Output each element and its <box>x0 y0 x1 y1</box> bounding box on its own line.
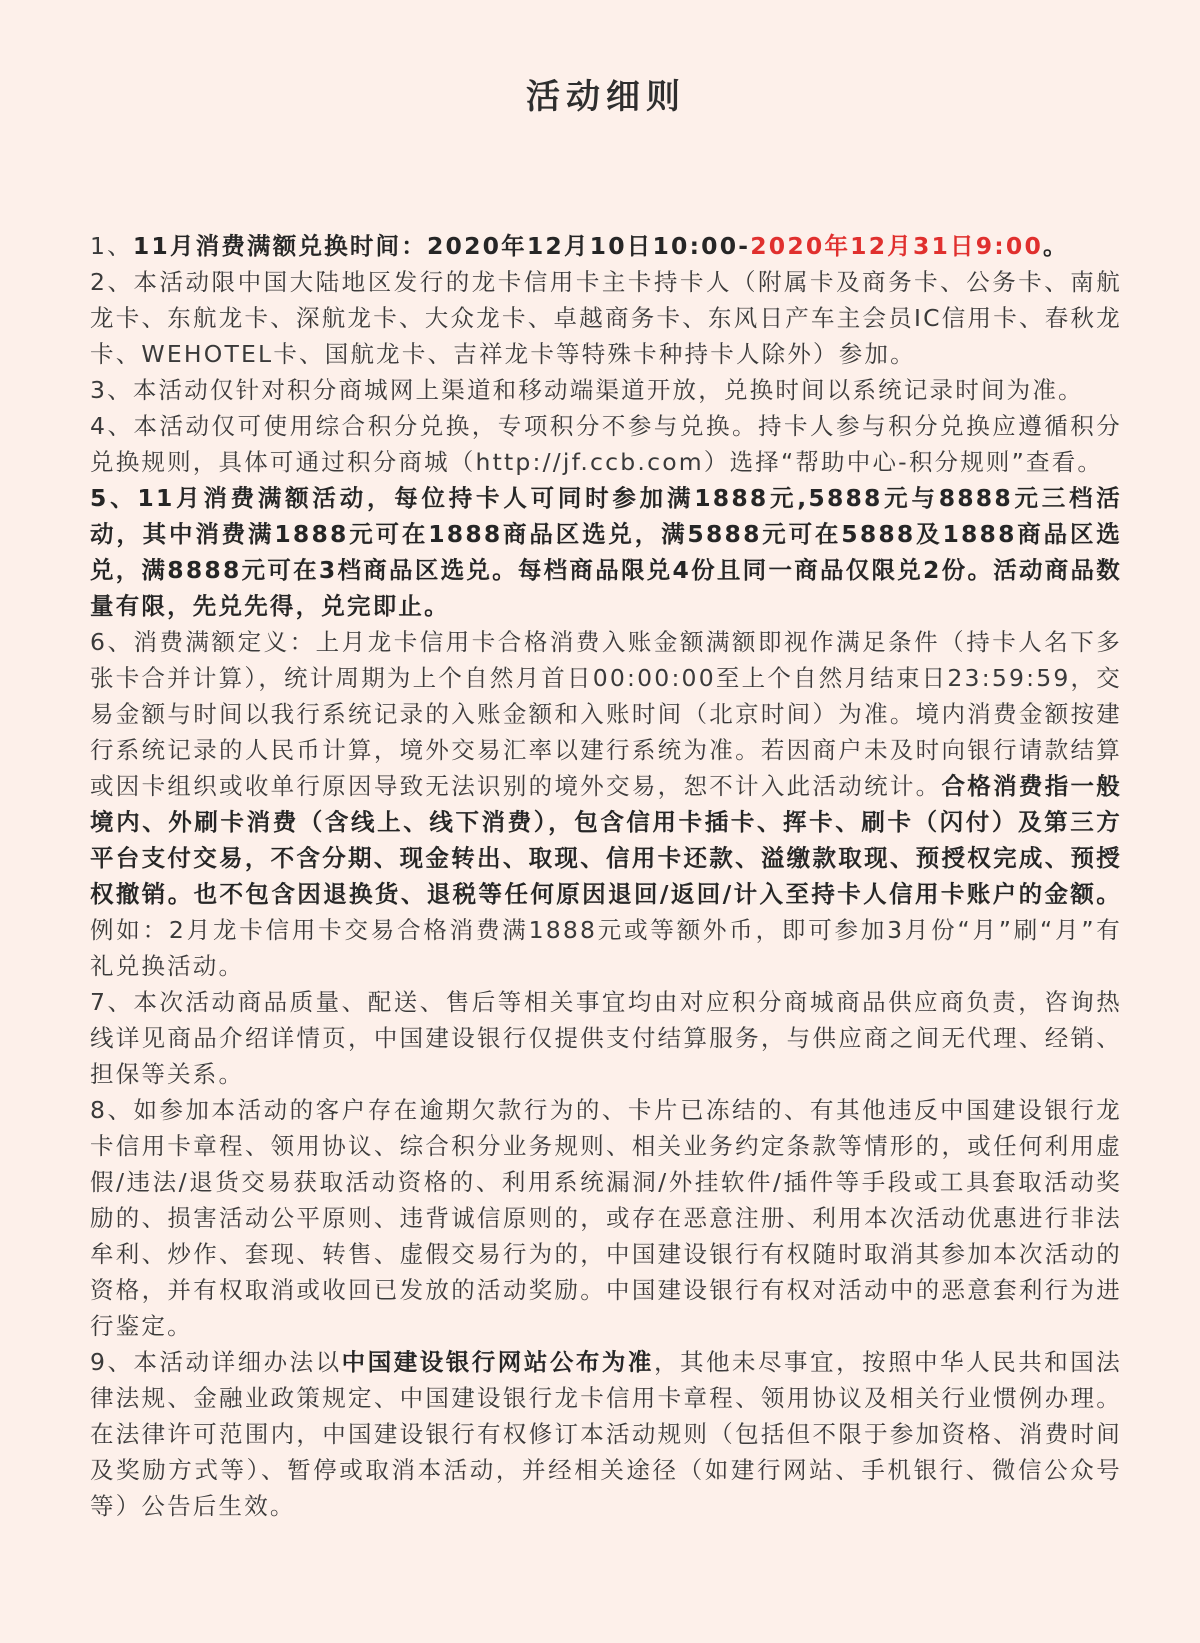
rule-6-segment: 合格消费指一般境内、外刷卡消费（含线上、线下消费），包含信用卡插卡、挥卡、刷卡（闪付）及第三方平台支付交易，不含分期、现金转出、取现、信用卡还款、溢缴款取现、预授权完成、预授权撤销。也不包含因退换货、退税等任何原因退回/返回/计入至持卡人信用卡账户的金额。 <box>90 772 1122 908</box>
rule-4-segment: 4、本活动仅可使用综合积分兑换，专项积分不参与兑换。持卡人参与积分兑换应遵循积分兑换规则，具体可通过积分商城（http://jf.ccb.com）选择“帮助中心-积分规则”查看。 <box>90 412 1122 476</box>
rule-5-paragraph <box>90 480 1122 624</box>
rule-1-segment: 2020年12月31日9:00 <box>750 232 1043 260</box>
rule-9-segment: ，其他未尽事宜，按照中华人民共和国法律法规、金融业政策规定、中国建设银行龙卡信用卡章程、领用协议及相关行业惯例办理。在法律许可范围内，中国建设银行有权修订本活动规则（包括但不限于参加资格、消费时间及奖励方式等）、暂停或取消本活动，并经相关途径（如建行网站、手机银行、微信公众号等）公告后生效。 <box>90 1348 1122 1520</box>
rules-list <box>90 228 1122 1524</box>
rule-1-segment: 1、 <box>90 232 133 260</box>
rule-1-segment: 。 <box>1043 232 1069 260</box>
rule-1-segment: 11月消费满额兑换时间：2020年12月10日10:00- <box>132 232 751 260</box>
rule-2-segment: 2、本活动限中国大陆地区发行的龙卡信用卡主卡持卡人（附属卡及商务卡、公务卡、南航龙卡、东航龙卡、深航龙卡、大众龙卡、卓越商务卡、东风日产车主会员IC信用卡、春秋龙卡、WEHOTEL卡、国航龙卡、吉祥龙卡等特殊卡种持卡人除外）参加。 <box>90 268 1122 368</box>
rule-7-paragraph <box>90 984 1122 1092</box>
rule-3-paragraph <box>90 372 1122 408</box>
rule-7-segment: 7、本次活动商品质量、配送、售后等相关事宜均由对应积分商城商品供应商负责，咨询热线详见商品介绍详情页，中国建设银行仅提供支付结算服务，与供应商之间无代理、经销、担保等关系。 <box>90 988 1122 1088</box>
rule-8-segment: 8、如参加本活动的客户存在逾期欠款行为的、卡片已冻结的、有其他违反中国建设银行龙卡信用卡章程、领用协议、综合积分业务规则、相关业务约定条款等情形的，或任何利用虚假/违法/退货交易获取活动资格的、利用系统漏洞/外挂软件/插件等手段或工具套取活动奖励的、损害活动公平原则、违背诚信原则的，或存在恶意注册、利用本次活动优惠进行非法牟利、炒作、套现、转售、虚假交易行为的，中国建设银行有权随时取消其参加本次活动的资格，并有权取消或收回已发放的活动奖励。中国建设银行有权对活动中的恶意套利行为进行鉴定。 <box>90 1096 1122 1340</box>
page-title: 活动细则 <box>526 77 686 117</box>
rule-5-segment: 5、11月消费满额活动，每位持卡人可同时参加满1888元,5888元与8888元三档活动，其中消费满1888元可在1888商品区选兑，满5888元可在5888及1888商品区选兑，满8888元可在3档商品区选兑。每档商品限兑4份且同一商品仅限兑2份。活动商品数量有限，先兑先得，兑完即止。 <box>90 484 1122 620</box>
rule-4-paragraph <box>90 408 1122 480</box>
rule-9-segment: 中国建设银行网站公布为准 <box>341 1348 654 1376</box>
rule-2-paragraph <box>90 264 1122 372</box>
rule-1-paragraph <box>90 228 1122 264</box>
rule-8-paragraph <box>90 1092 1122 1344</box>
rule-3-segment: 3、本活动仅针对积分商城网上渠道和移动端渠道开放，兑换时间以系统记录时间为准。 <box>90 376 1084 404</box>
rule-6-segment: 例如：2月龙卡信用卡交易合格消费满1888元或等额外币，即可参加3月份“月”刷“月”有礼兑换活动。 <box>90 916 1122 980</box>
rule-9-paragraph <box>90 1344 1122 1524</box>
rule-6-paragraph <box>90 624 1122 984</box>
rule-6-segment: 6、消费满额定义：上月龙卡信用卡合格消费入账金额满额即视作满足条件（持卡人名下多张卡合并计算），统计周期为上个自然月首日00:00:00至上个自然月结束日23:59:59，交易金额与时间以我行系统记录的入账金额和入账时间（北京时间）为准。境内消费金额按建行系统记录的人民币计算，境外交易汇率以建行系统为准。若因商户未及时向银行请款结算或因卡组织或收单行原因导致无法识别的境外交易，恕不计入此活动统计。 <box>90 628 1122 800</box>
rule-9-segment: 9、本活动详细办法以 <box>90 1348 342 1376</box>
